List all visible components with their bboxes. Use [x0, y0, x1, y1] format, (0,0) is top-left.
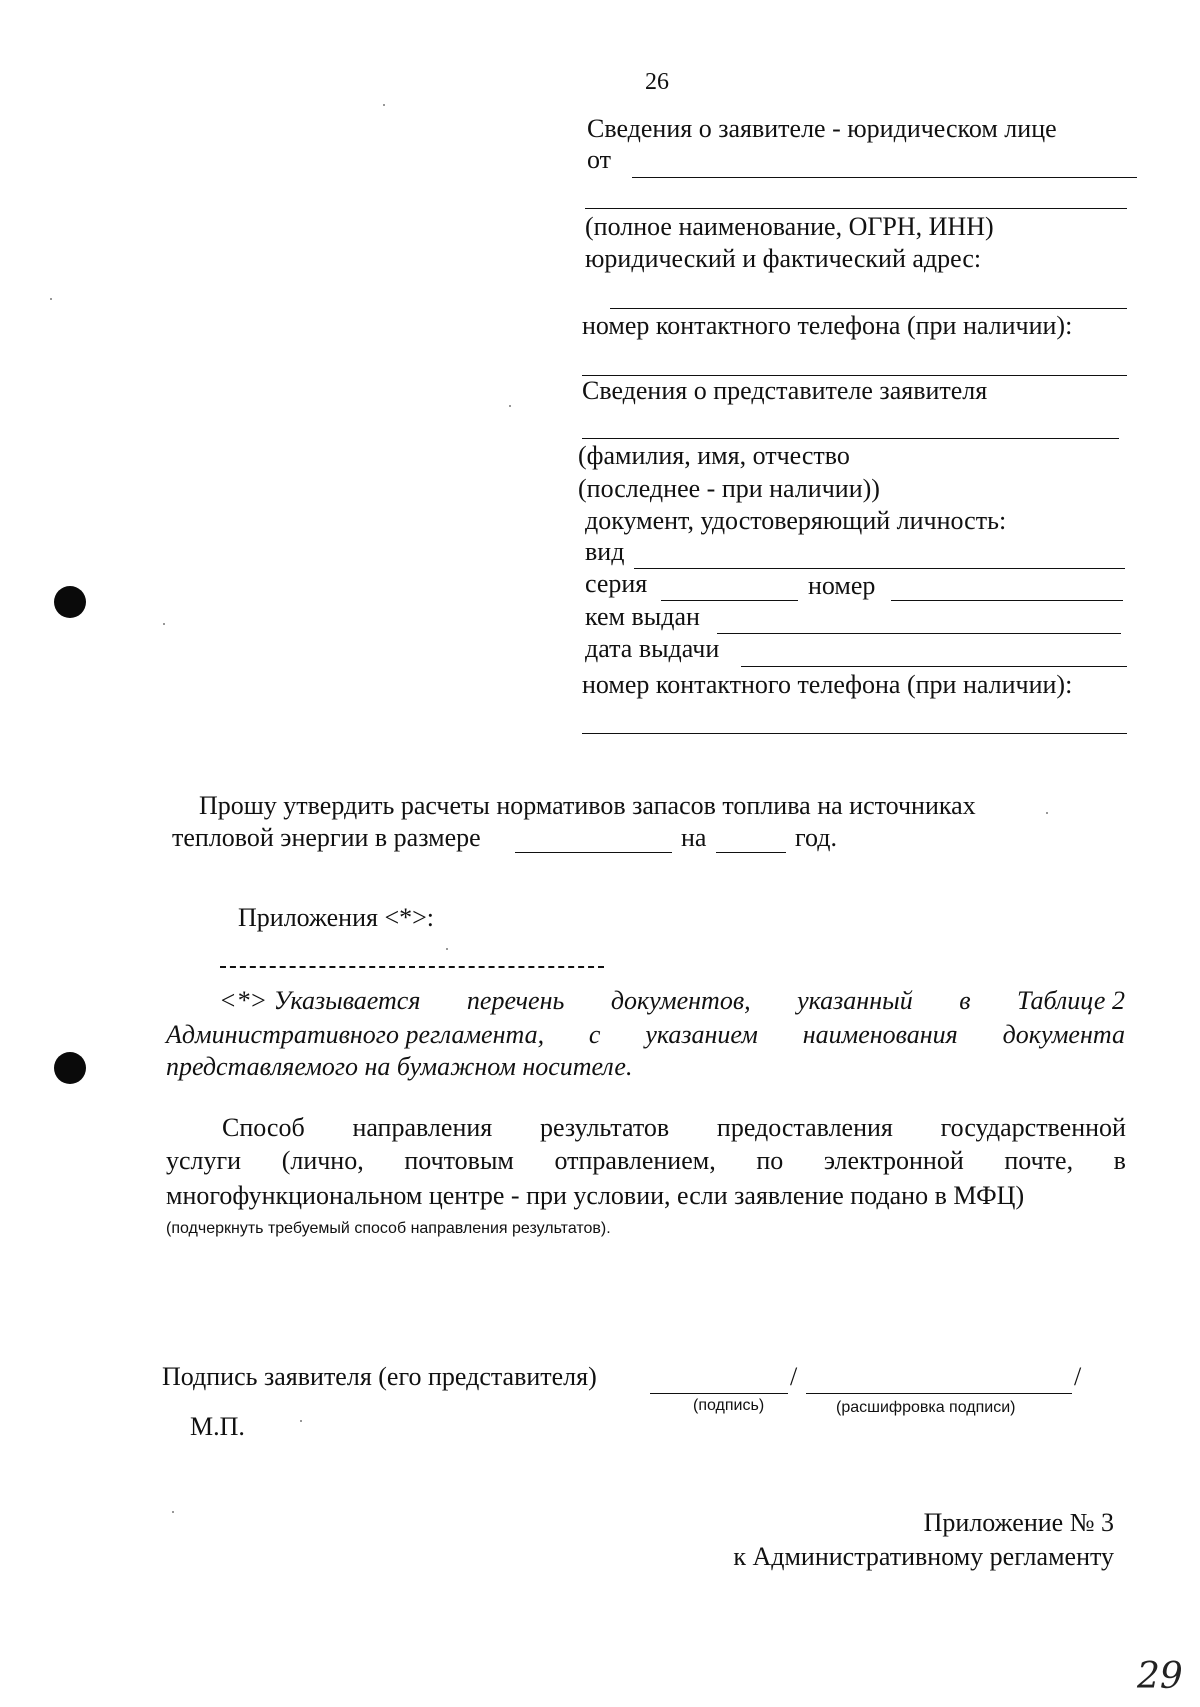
delivery-line-3: многофункциональном центре - при условии, если заявление подано в МФЦ): [166, 1181, 1025, 1210]
footnote-line-1: [219, 986, 1125, 1016]
delivery-note: (подчеркнуть требуемый способ направления результатов).: [166, 1220, 611, 1237]
from-label: от: [587, 145, 612, 174]
year-line: [716, 852, 786, 853]
appendix-subtitle: к Административному регламенту: [733, 1542, 1114, 1571]
id-number-line: [891, 600, 1123, 601]
id-type-line: [634, 568, 1125, 569]
footnote-word: <*> Указывается: [219, 986, 421, 1015]
legal-name-hint: (полное наименование, ОГРН, ИНН): [585, 212, 994, 241]
punch-hole-top: [54, 586, 86, 618]
representative-heading: Сведения о представителе заявителя: [582, 376, 988, 405]
signature-hint: (подпись): [693, 1397, 765, 1414]
delivery-word: (лично,: [281, 1146, 364, 1175]
signature-slash-2: /: [1074, 1362, 1082, 1391]
delivery-word: электронной: [823, 1146, 964, 1175]
signature-line: [650, 1393, 788, 1394]
scan-speck: [446, 948, 448, 950]
stamp-label: М.П.: [190, 1412, 245, 1441]
delivery-word: направления: [352, 1113, 493, 1142]
footnote-word: перечень: [466, 986, 565, 1015]
id-document-label: документ, удостоверяющий личность:: [585, 506, 1007, 535]
delivery-line-1: [222, 1113, 1126, 1143]
request-line-2-mid: на: [681, 823, 707, 852]
footnote-word: в: [959, 986, 971, 1015]
scan-speck: [509, 405, 511, 407]
applicant-legal-heading: Сведения о заявителе - юридическом лице: [587, 114, 1057, 143]
id-series-label: серия: [585, 569, 648, 598]
from-field-line: [632, 177, 1137, 178]
id-series-line: [661, 600, 798, 601]
issue-date-line: [741, 666, 1127, 667]
transcript-hint: (расшифровка подписи): [836, 1399, 1016, 1416]
footnote-line-3: представляемого на бумажном носителе.: [166, 1052, 633, 1081]
address-field-line: [610, 308, 1127, 309]
handwritten-page-number: 29: [1137, 1656, 1183, 1697]
transcript-line: [806, 1393, 1072, 1394]
footnote-separator: [220, 966, 604, 968]
scan-speck: [163, 623, 165, 625]
request-line-2-suffix: год.: [795, 823, 837, 852]
delivery-word: услуги: [166, 1146, 242, 1175]
delivery-word: отправлением,: [554, 1146, 716, 1175]
appendix-title: Приложение № 3: [923, 1508, 1114, 1537]
scan-speck: [172, 1511, 174, 1513]
delivery-word: предоставления: [716, 1113, 893, 1142]
from-field-line-2: [585, 208, 1127, 209]
representative-phone-label: номер контактного телефона (при наличии):: [582, 670, 1073, 699]
footnote-word: документа: [1002, 1020, 1125, 1049]
delivery-word: почтовым: [404, 1146, 514, 1175]
footnote-word: указанный: [797, 986, 913, 1015]
signature-slash-1: /: [790, 1362, 798, 1391]
delivery-line-2: [166, 1146, 1126, 1176]
representative-name-hint-1: (фамилия, имя, отчество: [578, 441, 850, 470]
delivery-word: государственной: [940, 1113, 1126, 1142]
request-line-2-prefix: тепловой энергии в размере: [172, 823, 481, 852]
scan-speck: [1046, 812, 1048, 814]
issued-by-label: кем выдан: [585, 602, 700, 631]
scan-speck: [300, 1420, 302, 1422]
request-line-1: Прошу утвердить расчеты нормативов запасов топлива на источниках: [199, 791, 976, 820]
footnote-word: наименования: [802, 1020, 958, 1049]
page-number: 26: [645, 69, 669, 95]
delivery-word: по: [756, 1146, 784, 1175]
legal-phone-label: номер контактного телефона (при наличии):: [582, 311, 1073, 340]
representative-name-line: [582, 438, 1119, 439]
delivery-word: в: [1113, 1146, 1126, 1175]
footnote-word: Административного регламента,: [166, 1020, 545, 1049]
footnote-word: с: [588, 1020, 601, 1049]
delivery-word: результатов: [540, 1113, 670, 1142]
fuel-amount-line: [515, 852, 672, 853]
issued-by-line: [717, 633, 1121, 634]
punch-hole-bottom: [54, 1052, 86, 1084]
delivery-word: почте,: [1004, 1146, 1074, 1175]
id-number-label: номер: [808, 571, 876, 600]
scan-speck: [383, 104, 385, 106]
footnote-word: Таблице 2: [1016, 986, 1125, 1015]
footnote-word: документов,: [610, 986, 751, 1015]
representative-name-hint-2: (последнее - при наличии)): [578, 474, 880, 503]
footnote-line-2: [166, 1020, 1125, 1050]
id-type-label: вид: [585, 537, 625, 566]
attachments-label: Приложения <*>:: [238, 903, 435, 932]
scan-speck: [50, 298, 52, 300]
issue-date-label: дата выдачи: [585, 634, 720, 663]
legal-address-label: юридический и фактический адрес:: [585, 244, 982, 273]
delivery-word: Способ: [222, 1113, 305, 1142]
representative-phone-line: [582, 733, 1127, 734]
signature-label: Подпись заявителя (его представителя): [162, 1362, 597, 1391]
footnote-word: указанием: [645, 1020, 758, 1049]
